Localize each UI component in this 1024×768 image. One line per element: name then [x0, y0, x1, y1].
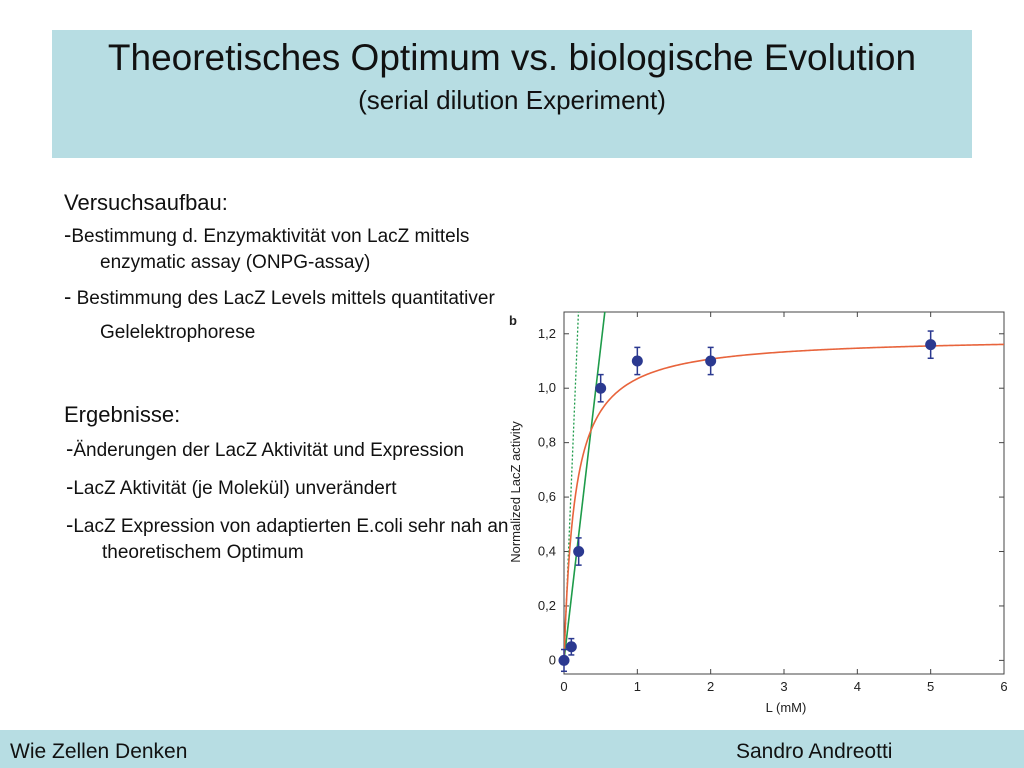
- bullet-dash: -: [66, 512, 74, 537]
- bullet-dash: -: [64, 222, 72, 247]
- data-point: [632, 355, 643, 366]
- results-item: [64, 436, 534, 464]
- results-item-text: LacZ Expression von adaptierten E.coli sehr nah an theoretischem Optimum: [73, 516, 509, 563]
- data-point: [595, 383, 606, 394]
- data-point: [573, 546, 584, 557]
- results-item-text: Änderungen der LacZ Aktivität und Expression: [73, 440, 465, 461]
- y-tick-label: 0: [548, 652, 556, 668]
- footer-author: Sandro Andreotti: [736, 740, 893, 763]
- plot-area: [538, 302, 1008, 694]
- x-tick-label: 4: [853, 679, 861, 694]
- slide-title: Theoretisches Optimum vs. biologische Evolution: [107, 37, 917, 78]
- slide-subtitle: (serial dilution Experiment): [358, 85, 666, 115]
- y-tick-label: 1,2: [537, 325, 556, 341]
- x-tick-label: 5: [927, 679, 935, 694]
- y-tick-label: 0,6: [537, 489, 556, 505]
- slide-body: [64, 188, 534, 566]
- x-tick-label: 0: [560, 679, 568, 694]
- results-item: [64, 512, 512, 566]
- bullet-dash: -: [66, 474, 74, 499]
- lacz-activity-chart: [500, 302, 1010, 722]
- bullet-dash: -: [64, 284, 72, 309]
- x-tick-label: 2: [707, 679, 715, 694]
- results-item-text: LacZ Aktivität (je Molekül) unverändert: [73, 478, 397, 499]
- results-item: [64, 474, 534, 502]
- x-axis-label: L (mM): [765, 700, 807, 715]
- plot-frame: [564, 312, 1004, 674]
- x-tick-label: 3: [780, 679, 788, 694]
- setup-item: [64, 222, 534, 276]
- bullet-dash: -: [66, 436, 74, 461]
- fit-curve: [564, 344, 1004, 660]
- data-point: [559, 655, 570, 666]
- data-point: [925, 339, 936, 350]
- setup-heading: Versuchsaufbau:: [64, 190, 228, 215]
- setup-item-text: Bestimmung des LacZ Levels mittels quantitativer Gelelektrophorese: [71, 288, 495, 343]
- x-tick-label: 1: [633, 679, 641, 694]
- y-tick-label: 0,2: [537, 597, 556, 613]
- data-point: [705, 355, 716, 366]
- footer-bar: [0, 730, 1024, 768]
- y-tick-label: 1,0: [537, 380, 556, 396]
- setup-item: [64, 280, 534, 350]
- x-tick-label: 6: [1000, 679, 1008, 694]
- title-banner: [52, 30, 972, 158]
- panel-label: b: [509, 313, 517, 328]
- footer-course: Wie Zellen Denken: [10, 740, 188, 763]
- data-point: [566, 641, 577, 652]
- results-heading: Ergebnisse:: [64, 402, 181, 427]
- y-tick-label: 0,8: [537, 434, 556, 450]
- solid-slope-line: [564, 302, 608, 660]
- setup-item-text: Bestimmung d. Enzymaktivität von LacZ mittels enzymatic assay (ONPG-assay): [71, 226, 470, 273]
- y-tick-label: 0,4: [537, 543, 556, 559]
- y-axis-label: Normalized LacZ activity: [508, 421, 523, 563]
